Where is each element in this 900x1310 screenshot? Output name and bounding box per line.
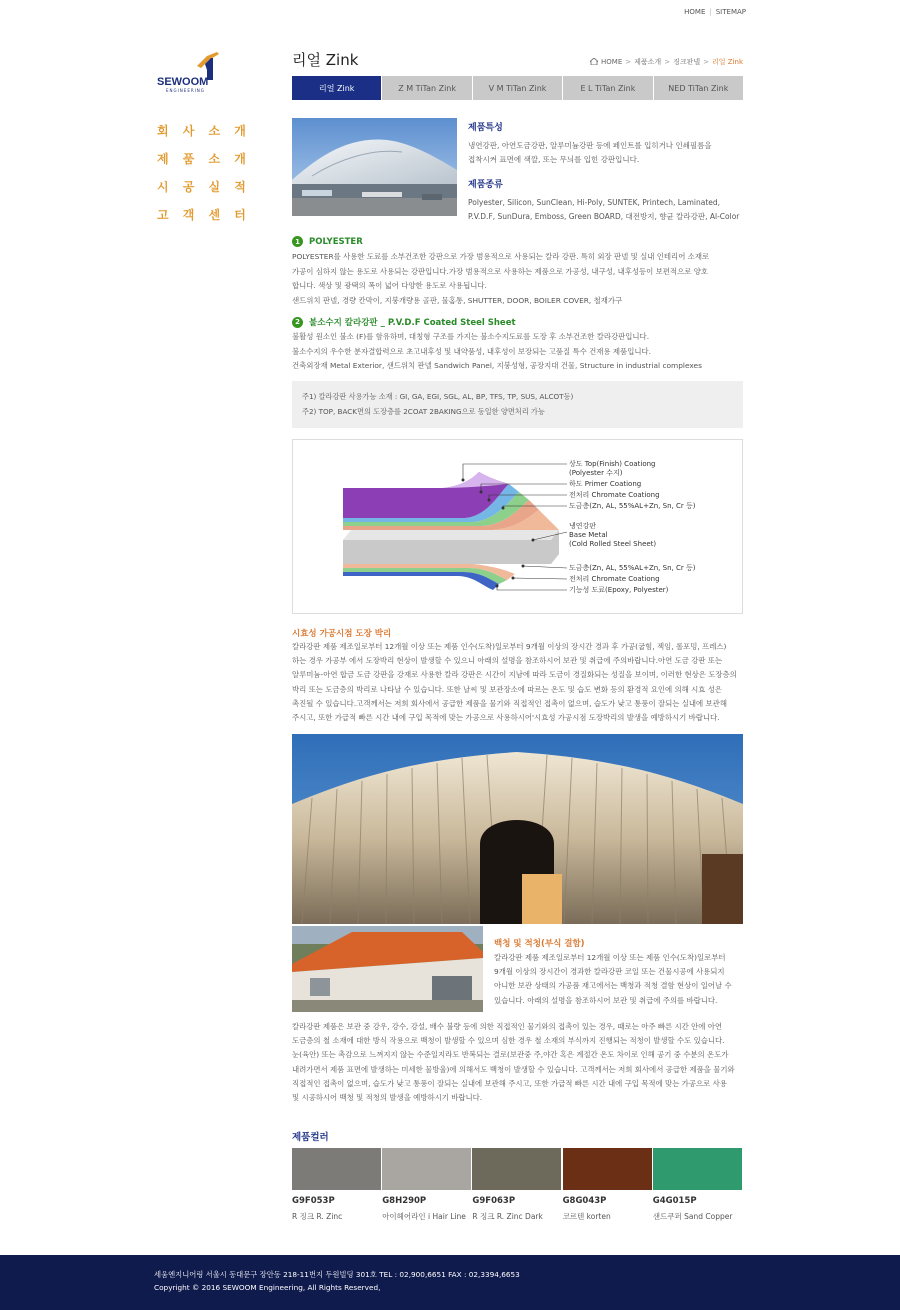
color-name: R 징크 R. Zinc Dark — [472, 1212, 543, 1221]
footer-address: 세움엔지니어링 서울시 동대문구 장안동 218-11번지 두원빌딩 301호 TEL : 02,900,6651 FAX : 02,3394,6653 — [154, 1270, 520, 1279]
house-roof-photo — [292, 926, 483, 1012]
side-nav-projects[interactable]: 시 공 실 적 — [157, 180, 251, 194]
label-chromate-top: 전처리 Chromate Coationg — [569, 491, 660, 499]
top-home-link[interactable]: HOME — [684, 8, 706, 16]
breadcrumb-home[interactable]: HOME — [601, 58, 623, 66]
peel-line: 칼라강판 제품 제조일로부터 12개월 이상 또는 제품 인수(도착)일로부터 9개월 이상의 장시간 경과 후 가공(굽힘, 젝임, 롤포밍, 프레스) — [292, 642, 727, 651]
color-chip — [292, 1148, 381, 1190]
rust-body-line: 눈(육안) 또는 촉감으로 느껴지지 않는 수준일지라도 반복되는 결로(보관중 주,야간 혹은 계절간 온도 차이로 인해 공기 중 수분의 온도가 — [292, 1050, 729, 1060]
label-plating-bottom: 도금층(Zn, AL, 55%AL+Zn, Sn, Cr 등) — [569, 564, 696, 572]
rust-body-line: 및 시공하시어 백청 및 적청의 발생을 예방하시기 바랍니다. — [292, 1093, 483, 1103]
tab-vm-titan-zink[interactable]: V M TiTan Zink — [473, 76, 563, 100]
section2-line: 불활성 원소인 불소 (F)를 함유하며, 대칭형 구조를 가지는 불소수지도료를 도장 후 소부건조한 칼라강판입니다. — [292, 332, 650, 341]
coating-layer-diagram — [292, 439, 743, 614]
color-code: G4G015P — [652, 1196, 697, 1206]
rust-title: 백청 및 적청(부식 결함) — [494, 939, 585, 949]
peel-title: 시효성 가공시점 도장 박리 — [292, 629, 392, 639]
peel-line: 주시고, 또한 가급적 빠른 시간 내에 구입 목적에 맞는 가공으로 사용하시어'시효성 가공시점 도장박리의 발생을 예방하시기 바랍니다. — [292, 713, 720, 723]
logo[interactable] — [157, 50, 221, 94]
rust-line: 아니한 보관 상태의 가공품 재고에서는 백청과 적청 결함 현상이 일어날 수 — [494, 981, 732, 991]
color-chip — [472, 1148, 561, 1190]
section1-line: 샌드위치 판넬, 경량 칸막이, 지붕개량용 골판, 물홈통, SHUTTER, DOOR, BOILER COVER, 철재가구 — [292, 295, 623, 305]
home-icon — [590, 58, 598, 65]
page-title: 리얼 Zink — [292, 51, 359, 69]
peel-line: 하는 경우 가공부 에서 도장박리 현상이 발생할 수 있으니 아래의 설명을 참조하시어 보관 및 취급에 주의바랍니다.아연 도금 강판 또는 — [292, 656, 723, 666]
metal-roof-photo — [292, 734, 743, 924]
label-functional-coating: 기능성 도료(Epoxy, Polyester) — [569, 586, 669, 594]
types-text-2: P.V.D.F, SunDura, Emboss, Green BOARD, 대전방지, 향균 칼라강판, Al-Color — [468, 212, 740, 221]
color-code: G9F063P — [472, 1196, 516, 1206]
footer-copyright: Copyright © 2016 SEWOOM Engineering, All Rights Reserved, — [154, 1283, 381, 1292]
rust-body — [292, 1020, 743, 1105]
section2-body — [292, 330, 743, 374]
section2-heading — [292, 316, 516, 328]
breadcrumb-separator: > — [703, 58, 710, 66]
breadcrumb-separator: > — [664, 58, 671, 66]
section1-title: POLYESTER — [309, 236, 363, 247]
terminal-building-image — [292, 118, 457, 216]
breadcrumb-level2[interactable]: 징크판넬 — [673, 58, 701, 66]
top-links — [684, 8, 746, 16]
label-base-metal-2: Base Metal — [569, 531, 608, 539]
rust-body-line: 칼라강판 제품은 보관 중 강우, 강수, 강설, 배수 불량 등에 의한 직접적인 물기와의 접촉이 있는 경우, 때로는 아주 빠른 시간 안에 아연 — [292, 1022, 722, 1031]
label-top-coating-1: 상도 Top(Finish) Coationg — [569, 460, 656, 468]
top-link-separator: | — [709, 8, 712, 16]
top-sitemap-link[interactable]: SITEMAP — [715, 8, 746, 16]
color-chip — [653, 1148, 742, 1190]
color-name: 아이헤어라인 i Hair Line — [382, 1212, 466, 1221]
side-nav-company[interactable]: 회 사 소 개 — [157, 124, 251, 138]
notes-box — [292, 381, 743, 428]
label-base-metal — [569, 522, 656, 549]
tab-ned-titan-zink[interactable]: NED TiTan Zink — [654, 76, 743, 100]
colors-title: 제품컬러 — [292, 1132, 329, 1143]
color-code: G8G043P — [562, 1196, 607, 1206]
types-title: 제품종류 — [468, 180, 503, 190]
note-1: 주1) 칼라강판 사용가능 소재 : GI, GA, EGI, SGL, AL, BP, TFS, TP, SUS, ALCOT등) — [302, 392, 574, 401]
color-swatches — [292, 1148, 743, 1222]
feature-text-2: 접착시켜 표면에 색깔, 또는 무늬를 입힌 강판입니다. — [468, 155, 640, 164]
label-primer: 하도 Primer Coationg — [569, 480, 642, 488]
footer — [0, 1255, 900, 1310]
color-code: G9F053P — [292, 1196, 335, 1206]
section1-line: POLYESTER를 사용한 도료를 소부건조한 강판으로 가장 범용적으로 사용되는 칼라 강판. 특히 외장 판넬 및 실내 인테리어 소재로 — [292, 252, 710, 261]
tab-real-zink[interactable]: 리얼 Zink — [292, 76, 382, 100]
color-swatch[interactable] — [472, 1148, 562, 1222]
color-name: 샌드쿠퍼 Sand Copper — [652, 1212, 733, 1221]
section1-line: 가공이 심하지 않는 용도로 사용되는 강판입니다.가장 범용적으로 사용하는 제품으로 가공성, 내구성, 내후성등이 보편적으로 양호 — [292, 266, 708, 276]
note-2: 주2) TOP, BACK면의 도장층를 2COAT 2BAKING으로 동일한 양면처리 가능 — [302, 407, 545, 416]
label-top-coating — [569, 460, 656, 478]
logo-sub: ENGINEERING — [166, 88, 205, 93]
rust-line: 9개월 이상의 장시간이 경과한 칼라강판 코일 또는 건물시공에 사용되지 — [494, 967, 725, 977]
color-name: 코르텐 korten — [562, 1212, 611, 1221]
color-swatch[interactable] — [563, 1148, 653, 1222]
peel-line: 촉진될 수 있습니다.고객께서는 저희 회사에서 공급한 제품을 물기와 직접적인 접촉이 없으며, 습도가 낮고 통풍이 잘되는 실내에 보관해 — [292, 698, 727, 708]
peel-body — [292, 640, 743, 725]
tab-zm-titan-zink[interactable]: Z M TiTan Zink — [382, 76, 472, 100]
label-plating-top: 도금층(Zn, AL, 55%AL+Zn, Sn, Cr 등) — [569, 502, 696, 510]
section1-line: 합니다. 색상 및 광택의 폭이 넓어 다양한 용도로 사용됩니다. — [292, 281, 487, 291]
label-chromate-bottom: 전처리 Chromate Coationg — [569, 575, 660, 583]
rust-body-line: 내려가면서 제품 표면에 발생하는 미세한 물방울)에 의해서도 백청이 발생할 수 있습니다. 고객께서는 저희 회사에서 공급한 제품을 물기와 — [292, 1064, 735, 1074]
section1-heading — [292, 236, 363, 247]
product-spec — [468, 120, 743, 224]
side-nav-products[interactable]: 제 품 소 개 — [157, 152, 251, 166]
breadcrumb — [590, 57, 743, 67]
rust-line: 있습니다. 아래의 설명을 참조하시어 보관 및 취급에 주의를 바랍니다. — [494, 995, 718, 1005]
color-swatch[interactable] — [653, 1148, 743, 1222]
feature-title: 제품특성 — [468, 123, 503, 133]
rust-intro — [494, 951, 743, 1008]
section2-number: 2 — [292, 317, 303, 328]
feature-text-1: 냉연강판, 아연도금강판, 알루미늄강판 등에 페인트를 입히거나 인쇄필름을 — [468, 141, 712, 150]
section2-line: 건축외장재 Metal Exterior, 샌드위치 판넬 Sandwich Panel, 지붕성형, 공장지대 건물, Structure in industrial complexes — [292, 361, 702, 371]
coating-layers-illustration — [293, 440, 744, 615]
side-nav — [157, 122, 251, 234]
label-base-metal-1: 냉연강판 — [569, 522, 597, 530]
section2-line: 불소수지의 우수한 분자결합력으로 초고내후성 및 내약품성, 내후성이 보장되는 고품질 특수 건재용 제품입니다. — [292, 346, 651, 356]
peel-line: 알루미늄-아연 합금 도금 강판을 강재로 사용한 칼라 강판은 시간이 지남에 따라 도금이 경질화되는 성질을 보이며, 이러한 현상은 도장층의 — [292, 670, 737, 680]
tab-el-titan-zink[interactable]: E L TiTan Zink — [563, 76, 653, 100]
color-swatch[interactable] — [292, 1148, 382, 1222]
section1-number: 1 — [292, 236, 303, 247]
logo-word: SEWOOM — [157, 76, 209, 88]
color-chip — [382, 1148, 471, 1190]
breadcrumb-level1[interactable]: 제품소개 — [634, 58, 662, 66]
side-nav-customer[interactable]: 고 객 센 터 — [157, 208, 251, 222]
peel-line: 박리 또는 도금층의 박리로 나타날 수 있습니다. 또한 날씨 및 보관장소에 따르는 온도 및 습도 변화 등의 환경적 요인에 의해 시효 성은 — [292, 684, 723, 694]
rust-body-line: 직접적인 접촉이 없으며, 습도가 낮고 통풍이 잘되는 실내에 보관해 주시고, 또한 가급적 빠른 시간 내에 구입 목적에 맞는 가공으로 사용 — [292, 1078, 727, 1088]
types-text-1: Polyester, Silicon, SunClean, Hi-Poly, SUNTEK, Printech, Laminated, — [468, 198, 721, 207]
rust-line: 칼라강판 제품 제조일로부터 12개월 이상 또는 제품 인수(도착)일로부터 — [494, 953, 726, 962]
label-base-metal-3: (Cold Rolled Steel Sheet) — [569, 540, 657, 548]
color-name: R 징크 R. Zinc — [292, 1212, 343, 1221]
color-chip — [563, 1148, 652, 1190]
product-tabs — [292, 76, 743, 100]
section1-body — [292, 250, 743, 308]
rust-body-line: 도금층의 철 소재에 대한 방식 작용으로 백청이 발생할 수 있으며 심한 경우 철 소재의 부식까지 진행되는 적청이 발생할 수도 있습니다. — [292, 1036, 725, 1046]
section2-title: 불소수지 칼라강판 _ P.V.D.F Coated Steel Sheet — [309, 318, 516, 328]
color-swatch[interactable] — [382, 1148, 472, 1222]
breadcrumb-separator: > — [625, 58, 632, 66]
label-top-coating-2: (Polyester 수지) — [569, 469, 623, 477]
breadcrumb-current: 리얼 Zink — [712, 58, 743, 66]
color-code: G8H290P — [382, 1196, 427, 1206]
